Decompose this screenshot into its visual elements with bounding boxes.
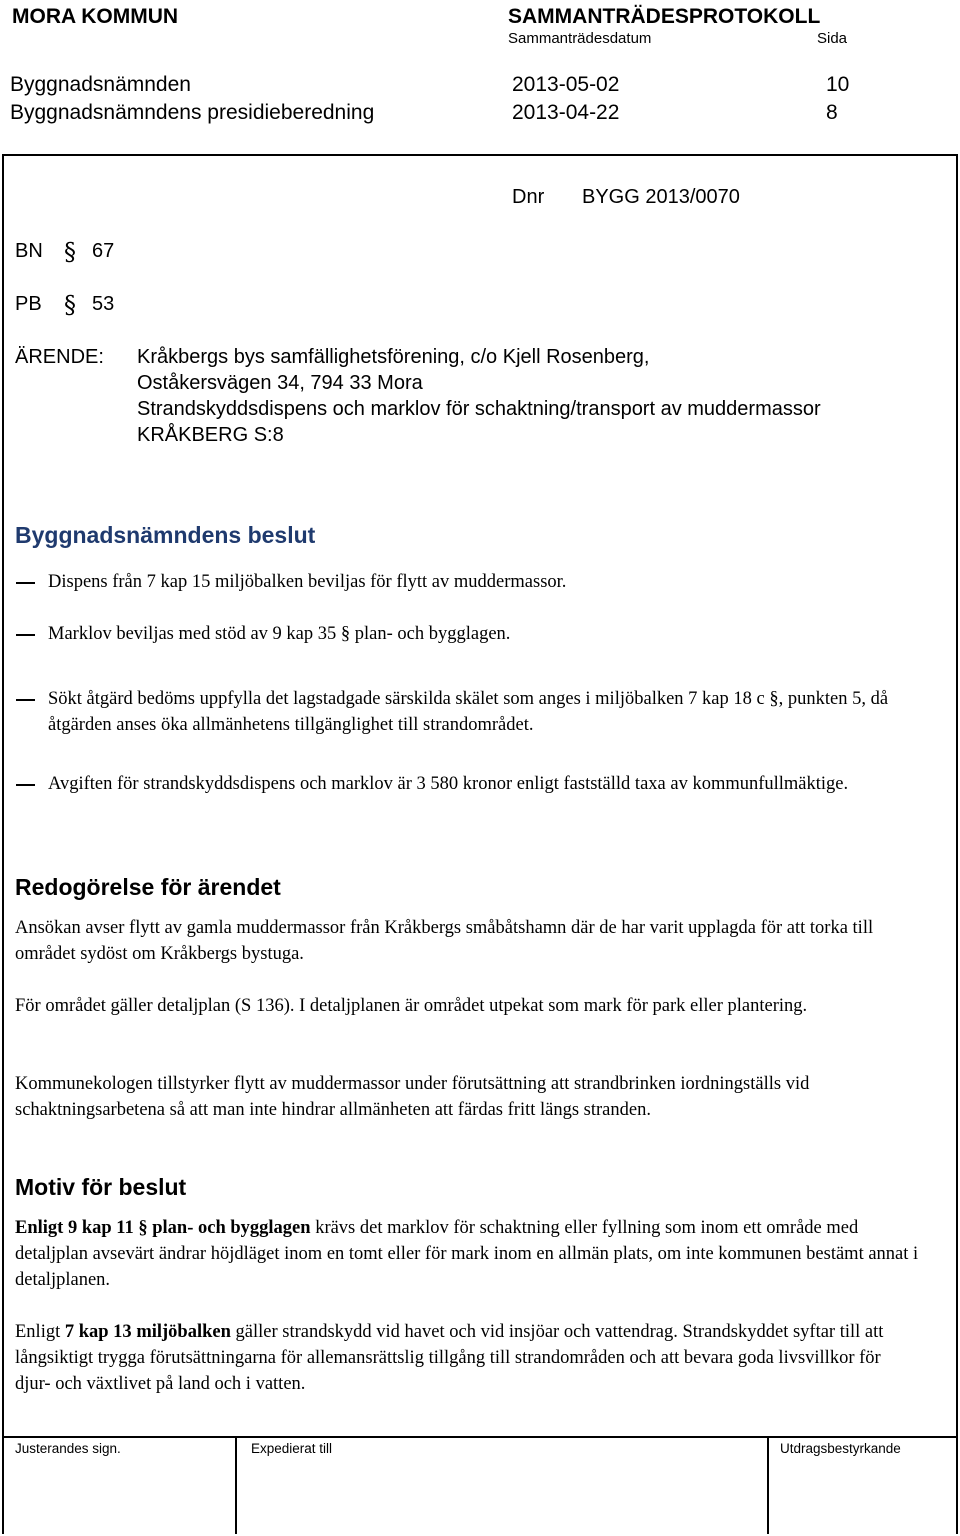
meeting-date-label: Sammanträdesdatum <box>508 30 652 47</box>
dnr-label: Dnr <box>512 186 545 208</box>
footer-expedierat: Expedierat till <box>251 1441 333 1456</box>
paragraph-symbol: § <box>64 238 76 266</box>
frame-left-line <box>2 154 4 1534</box>
dnr-value: BYGG 2013/0070 <box>582 186 740 208</box>
arende-line: KRÅKBERG S:8 <box>137 424 284 446</box>
bullet-dash <box>16 699 35 701</box>
ref-number: 67 <box>92 240 115 262</box>
meeting-date: 2013-05-02 <box>512 73 620 96</box>
law-reference: 7 kap 13 <box>64 1322 132 1342</box>
motiv-text: gäller strandskydd vid havet och vid insjöar och vattendrag. Strandskyddet syftar till att långsiktigt trygga förutsättningarna för allemansrättslig tillgång till strandområden och att bevara goda livsvillkor för djur- och växtlivet på land och i vatten. <box>15 1322 884 1394</box>
org-name: MORA KOMMUN <box>12 5 179 28</box>
motiv-text: krävs det marklov för schaktning eller fyllning som inom ett område med detaljplan avsevärt ändrar höjdläget inom en tomt eller för mark inom en allmän plats, om inte kommunen bestämt annat i detaljplanen. <box>15 1218 919 1290</box>
page-number: 10 <box>826 73 850 96</box>
ref-number: 53 <box>92 293 115 315</box>
beslut-item: Dispens från 7 kap 15 miljöbalken beviljas för flytt av muddermassor. <box>48 572 567 592</box>
arende-line: Oståkersvägen 34, 794 33 Mora <box>137 372 423 394</box>
arende-line: Strandskyddsdispens och marklov för schaktning/transport av muddermassor <box>137 398 821 420</box>
footer-utdrag: Utdragsbestyrkande <box>780 1441 901 1456</box>
ref-code: PB <box>15 293 42 315</box>
beslut-item: Sökt åtgärd bedöms uppfylla det lagstadgade särskilda skälet som anges i miljöbalken 7 kap 18 c §, punkten 5, då åtgärden anses öka allmänhetens tillgänglighet till strandområdet. <box>48 689 889 735</box>
bullet-dash <box>16 582 35 584</box>
footer-divider <box>767 1436 769 1534</box>
arende-line: Kråkbergs bys samfällighetsförening, c/o Kjell Rosenberg, <box>137 346 650 368</box>
frame-right-line <box>956 154 958 1534</box>
motiv-text: Enligt <box>15 1322 65 1342</box>
body-name: Byggnadsnämnden <box>10 73 191 96</box>
footer-justerandes: Justerandes sign. <box>15 1441 121 1456</box>
motiv-paragraph <box>15 1215 935 1293</box>
beslut-item: Marklov beviljas med stöd av 9 kap 35 § plan- och bygglagen. <box>48 624 511 644</box>
footer-divider <box>235 1436 237 1534</box>
bullet-dash <box>16 784 35 786</box>
page-number: 8 <box>826 101 838 124</box>
redogorelse-paragraph: Kommunekologen tillstyrker flytt av muddermassor under förutsättning att strandbrinken iordningställs vid schaktningsarbetena så att man inte hindrar allmänheten att färdas fritt längs stranden. <box>15 1074 810 1120</box>
bullet-dash <box>16 634 35 636</box>
redogorelse-heading: Redogörelse för ärendet <box>15 874 281 900</box>
arende-label: ÄRENDE: <box>15 346 104 368</box>
paragraph-symbol: § <box>64 291 76 319</box>
motiv-paragraph <box>15 1319 915 1397</box>
frame-top-line <box>2 154 958 156</box>
redogorelse-paragraph: Ansökan avser flytt av gamla muddermassor från Kråkbergs småbåtshamn där de har varit upplagda för att torka till området sydöst om Kråkbergs bystuga. <box>15 918 874 964</box>
beslut-item: Avgiften för strandskyddsdispens och marklov är 3 580 kronor enligt fastställd taxa av kommunfullmäktige. <box>48 774 849 794</box>
page-label: Sida <box>817 30 848 47</box>
law-reference: miljöbalken <box>136 1322 231 1342</box>
ref-code: BN <box>15 240 43 262</box>
redogorelse-paragraph: För området gäller detaljplan (S 136). I detaljplanen är området utpekat som mark för park eller plantering. <box>15 996 808 1016</box>
body-name: Byggnadsnämndens presidieberedning <box>10 101 375 124</box>
meeting-date: 2013-04-22 <box>512 101 620 124</box>
motiv-heading: Motiv för beslut <box>15 1174 187 1200</box>
document-type: SAMMANTRÄDESPROTOKOLL <box>508 5 821 28</box>
law-reference: Enligt 9 kap 11 § plan- och bygglagen <box>15 1218 311 1238</box>
beslut-heading: Byggnadsnämndens beslut <box>15 522 316 548</box>
footer-top-line <box>2 1436 958 1438</box>
